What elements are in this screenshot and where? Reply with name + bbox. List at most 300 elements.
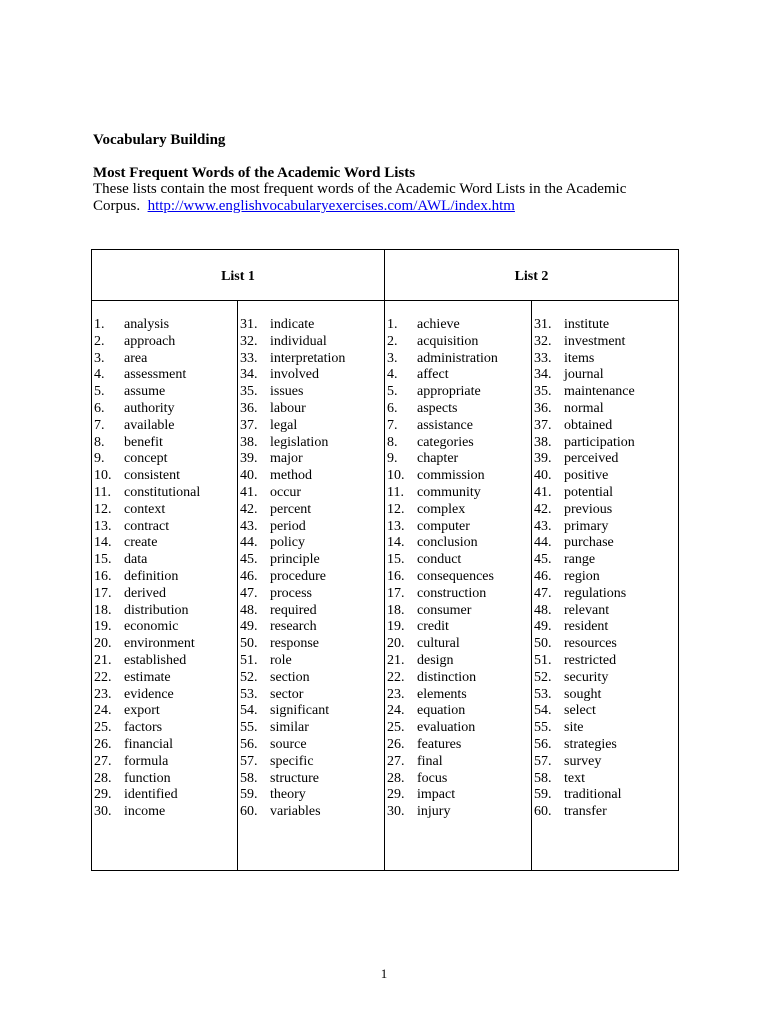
list-item-word: achieve [417,317,460,332]
list-item-number: 46. [534,568,552,584]
list-item-number: 46. [240,568,258,584]
list-item [387,351,498,368]
list-item-word: credit [417,619,449,635]
list-item-word: involved [270,367,319,383]
list-item [94,804,200,821]
list-item-number: 52. [534,669,552,685]
list-item-number: 31. [240,317,258,332]
list-item-number: 39. [534,451,552,467]
list-item-number: 11. [387,484,404,500]
list-item-word: economic [124,619,179,635]
list-item-word: assistance [417,417,473,433]
list-item [240,401,345,418]
column-divider [237,300,238,870]
word-list-table [91,249,679,871]
list-item [94,468,200,485]
list-item-word: evaluation [417,720,476,736]
list-item-word: conclusion [417,535,478,551]
list-item-word: strategies [564,736,617,752]
intro-paragraph [93,181,693,215]
list-item-word: range [564,552,596,568]
list-item [240,603,345,620]
list-item-number: 22. [94,669,112,685]
list-item-word: consequences [417,568,494,584]
list-item-word: maintenance [564,384,635,400]
list-item [534,737,635,754]
list-item-word: consumer [417,602,472,618]
list-item-word: participation [564,434,635,450]
list-item-number: 14. [94,535,112,551]
list-2-column-a [387,317,498,821]
list-item-number: 28. [387,770,405,786]
list-item [534,771,635,788]
list-item [94,435,200,452]
list-item [387,552,498,569]
list-item-word: benefit [124,434,163,450]
list-item [387,485,498,502]
list-item [240,384,345,401]
list-item-number: 18. [94,602,112,618]
list-item-number: 50. [240,636,258,652]
list-item-word: consistent [124,468,180,484]
list-item-word: injury [417,804,451,820]
list-item [240,586,345,603]
list-item-word: institute [564,317,610,332]
list-item-word: administration [417,350,498,366]
list-item [387,804,498,821]
list-item [240,653,345,670]
list-item-number: 60. [240,804,258,820]
list-item [387,401,498,418]
list-item-word: specific [270,753,314,769]
list-item [240,502,345,519]
list-item [534,351,635,368]
list-item [534,636,635,653]
list-item-word: commission [417,468,485,484]
list-item-word: labour [270,400,306,416]
list-item-number: 43. [534,518,552,534]
list-item [240,703,345,720]
list-item-number: 33. [534,350,552,366]
list-item-word: context [124,501,166,517]
list-item-number: 52. [240,669,258,685]
list-item-number: 58. [534,770,552,786]
list-item [94,401,200,418]
list-item-word: analysis [124,317,170,332]
list-item-number: 37. [534,417,552,433]
list-item-word: security [564,669,609,685]
list-item-word: assume [124,384,166,400]
page-title: Vocabulary Building [93,132,226,148]
list-item-number: 18. [387,602,405,618]
list-item [534,451,635,468]
list-item [240,687,345,704]
list-item-word: occur [270,484,302,500]
list-item-number: 11. [94,484,111,500]
list-item-word: significant [270,703,330,719]
list-item-number: 19. [387,619,405,635]
list-item-number: 25. [94,720,112,736]
list-item-number: 48. [534,602,552,618]
list-item [94,451,200,468]
list-item-number: 21. [387,652,405,668]
list-item-number: 56. [240,736,258,752]
list-item [94,754,200,771]
list-item-number: 49. [534,619,552,635]
list-item [534,586,635,603]
list-item-number: 12. [387,501,405,517]
list-item [534,384,635,401]
list-item-word: restricted [564,652,617,668]
list-item-number: 15. [94,552,112,568]
list-item-word: appropriate [417,384,481,400]
list-item [534,317,635,334]
list-item [94,603,200,620]
list-item-word: previous [564,501,613,517]
list-item-number: 13. [387,518,405,534]
list-item [94,535,200,552]
list-item-word: assessment [124,367,187,383]
list-item-number: 23. [94,686,112,702]
list-item-word: individual [270,333,327,349]
list-item-word: established [124,652,187,668]
list-item-word: categories [417,434,474,450]
list-item [94,720,200,737]
list-item-number: 58. [240,770,258,786]
list-item-word: positive [564,468,609,484]
list-item-word: elements [417,686,467,702]
list-item-word: issues [270,384,304,400]
list-item-number: 54. [534,703,552,719]
list-item-number: 4. [94,367,105,383]
list-item-number: 36. [240,400,258,416]
list-item [240,569,345,586]
list-item-word: policy [270,535,305,551]
list-item [387,569,498,586]
list-item-word: traditional [564,787,622,803]
list-item-number: 28. [94,770,112,786]
list-item-number: 29. [94,787,112,803]
list-item-number: 44. [240,535,258,551]
list-item-number: 27. [387,753,405,769]
list-item-word: aspects [417,400,458,416]
list-item-word: complex [417,501,466,517]
list-item-word: source [270,736,307,752]
list-item-word: distribution [124,602,189,618]
list-item [94,384,200,401]
list-item-word: identified [124,787,178,803]
list-item-number: 23. [387,686,405,702]
awl-link[interactable]: http://www.englishvocabularyexercises.com/AWL/index.htm [147,198,515,214]
list-item-number: 48. [240,602,258,618]
list-item-word: major [270,451,303,467]
list-item-number: 47. [240,585,258,601]
list-item [534,485,635,502]
list-item-number: 32. [534,333,552,349]
list-item-word: perceived [564,451,619,467]
list-divider [384,250,385,870]
list-item-word: response [270,636,319,652]
list-item-word: constitutional [124,484,201,500]
list-item-word: final [417,753,443,769]
list-item-number: 55. [534,720,552,736]
list-item-number: 57. [240,753,258,769]
list-item-word: potential [564,484,613,500]
list-item [387,502,498,519]
list-item [387,720,498,737]
list-item-number: 7. [94,417,105,433]
list-item [240,670,345,687]
list-item-number: 3. [94,350,105,366]
list-item-number: 25. [387,720,405,736]
list-item [240,787,345,804]
list-item-word: conduct [417,552,462,568]
list-item [534,569,635,586]
list-item-word: regulations [564,585,627,601]
list-item-number: 9. [94,451,105,467]
list-item-number: 53. [240,686,258,702]
list-item-word: purchase [564,535,614,551]
list-item [94,703,200,720]
list-item [387,687,498,704]
list-item-word: authority [124,400,175,416]
list-item [94,586,200,603]
list-item [240,519,345,536]
list-item [387,703,498,720]
list-item-number: 35. [534,384,552,400]
list-item-word: legal [270,417,298,433]
list-item [94,687,200,704]
list-item [94,737,200,754]
list-item-word: select [564,703,596,719]
list-item-word: resident [564,619,609,635]
list-item-word: factors [124,720,163,736]
list-item-word: investment [564,333,626,349]
list-item-word: research [270,619,317,635]
list-item [94,334,200,351]
list-item-word: survey [564,753,602,769]
list-item [534,535,635,552]
list-item-word: percent [270,501,312,517]
list-item-word: period [270,518,306,534]
list-item-word: approach [124,333,176,349]
list-item [534,720,635,737]
list-item-word: available [124,417,175,433]
list-item [534,687,635,704]
list-item [94,502,200,519]
list-item-number: 15. [387,552,405,568]
list-item-word: cultural [417,636,460,652]
list-item-word: sought [564,686,602,702]
list-item-number: 54. [240,703,258,719]
list-item [240,435,345,452]
list-item [534,653,635,670]
section-title: Most Frequent Words of the Academic Word Lists [93,165,416,181]
list-item-number: 13. [94,518,112,534]
list-item-word: estimate [124,669,171,685]
list-item [387,754,498,771]
list-item-word: interpretation [270,350,346,366]
list-item-word: required [270,602,317,618]
list-item-word: focus [417,770,448,786]
list-item-number: 42. [534,501,552,517]
list-item-word: evidence [124,686,174,702]
list-item-number: 56. [534,736,552,752]
list-item-number: 37. [240,417,258,433]
list-item-word: acquisition [417,333,479,349]
list-item-number: 57. [534,753,552,769]
list-item-number: 59. [534,787,552,803]
list-item-number: 17. [94,585,112,601]
list-item [240,334,345,351]
list-item-word: theory [270,787,306,803]
list-item-number: 22. [387,669,405,685]
header-divider [92,300,678,301]
list-item-word: obtained [564,417,613,433]
list-item-number: 12. [94,501,112,517]
list-item [387,418,498,435]
list-item-number: 32. [240,333,258,349]
list-item [94,519,200,536]
list-item-number: 38. [240,434,258,450]
list-item [387,451,498,468]
list-item [534,603,635,620]
list-item [387,670,498,687]
list-item-word: formula [124,753,169,769]
list-item-word: area [124,350,148,366]
list-item [534,670,635,687]
list-item [94,619,200,636]
list-item-number: 17. [387,585,405,601]
list-item [94,552,200,569]
list-item [534,418,635,435]
page-number: 1 [380,966,388,981]
list-item-word: sector [270,686,304,702]
list-item-number: 53. [534,686,552,702]
list-item-number: 16. [387,568,405,584]
list-item [240,720,345,737]
list-item-word: derived [124,585,166,601]
list-item [240,451,345,468]
list-1-column-b [240,317,345,821]
list-item [534,804,635,821]
list-item-number: 30. [94,804,112,820]
list-item [240,317,345,334]
list-item-word: variables [270,804,321,820]
list-item-number: 41. [240,484,258,500]
list-item-word: function [124,770,171,786]
list-item-number: 24. [387,703,405,719]
list-item-number: 34. [240,367,258,383]
list-item [534,367,635,384]
list-item-number: 2. [387,333,398,349]
list-item-number: 2. [94,333,105,349]
list-item-number: 45. [534,552,552,568]
list-item-number: 35. [240,384,258,400]
list-item-word: similar [270,720,309,736]
list-item [94,636,200,653]
list-item-word: resources [564,636,617,652]
list-item [94,351,200,368]
list-item-number: 44. [534,535,552,551]
list-item-number: 24. [94,703,112,719]
list-item-word: community [417,484,481,500]
list-item [240,636,345,653]
list-item-word: impact [417,787,456,803]
list-item-number: 49. [240,619,258,635]
list-item-word: construction [417,585,487,601]
list-item-number: 36. [534,400,552,416]
list-item [387,771,498,788]
list-item-number: 40. [534,468,552,484]
list-item [240,754,345,771]
list-item [94,771,200,788]
list-item-word: distinction [417,669,477,685]
list-item [534,519,635,536]
intro-line-2 [93,198,693,215]
list-item-number: 21. [94,652,112,668]
list-item-number: 10. [387,468,405,484]
list-item-word: definition [124,568,179,584]
list-item-word: journal [564,367,604,383]
list-item [240,552,345,569]
list-item-number: 6. [94,400,105,416]
list-item [387,519,498,536]
list-item [534,502,635,519]
list-item-word: relevant [564,602,610,618]
list-item-word: data [124,552,148,568]
list-item-number: 27. [94,753,112,769]
list-item-number: 50. [534,636,552,652]
list-item [534,435,635,452]
list-item-word: chapter [417,451,459,467]
list-item [387,636,498,653]
list-item-word: concept [124,451,168,467]
list-item-word: computer [417,518,470,534]
list-item [387,535,498,552]
list-item-word: role [270,652,292,668]
list-item-word: affect [417,367,449,383]
list-item-number: 42. [240,501,258,517]
intro-line-1: These lists contain the most frequent words of the Academic Word Lists in the Academic [93,181,627,197]
list-item [94,670,200,687]
list-item-number: 29. [387,787,405,803]
list-item-word: process [270,585,312,601]
list-item [387,619,498,636]
list-item [534,334,635,351]
list-item-word: text [564,770,585,786]
list-item-number: 31. [534,317,552,332]
intro-corpus-text: Corpus. [93,198,141,214]
list-item-number: 5. [387,384,398,400]
list-item-number: 26. [387,736,405,752]
list-item [240,535,345,552]
list-item-number: 19. [94,619,112,635]
list-item [534,468,635,485]
list-item [240,367,345,384]
list-item-word: normal [564,400,604,416]
list-item-word: export [124,703,160,719]
list-item [534,754,635,771]
list-item [387,468,498,485]
list-item-word: contract [124,518,170,534]
list-item-number: 43. [240,518,258,534]
list-item-number: 20. [94,636,112,652]
list-item-number: 5. [94,384,105,400]
list-item-number: 33. [240,350,258,366]
list-item [387,653,498,670]
list-item-word: indicate [270,317,315,332]
